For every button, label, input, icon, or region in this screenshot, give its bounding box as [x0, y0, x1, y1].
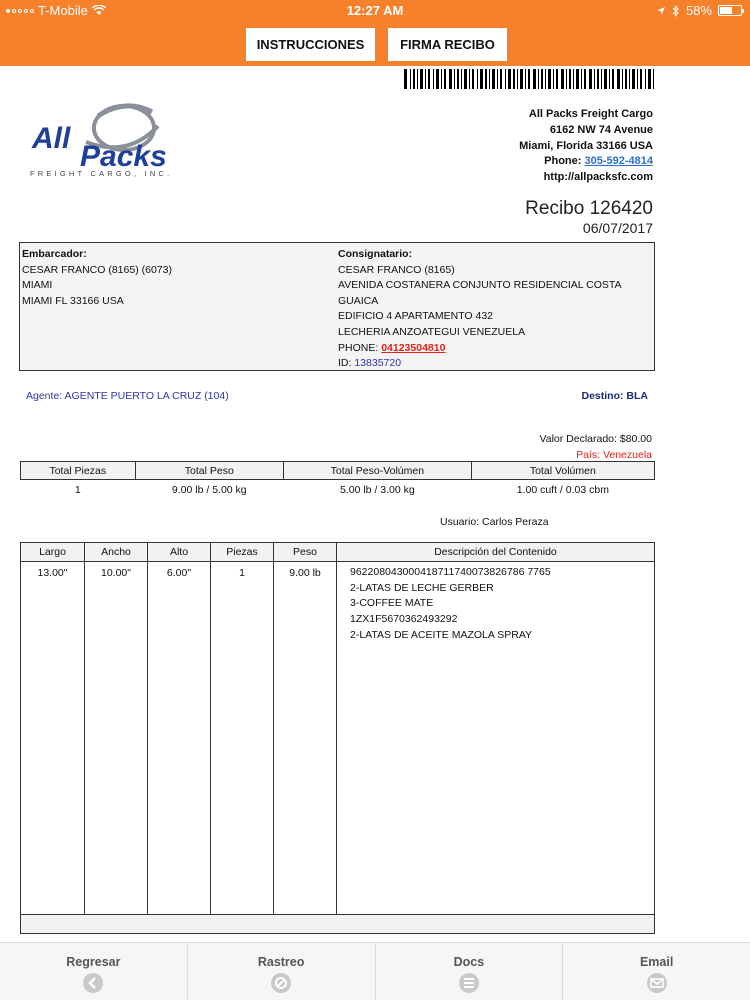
item-piezas: 1	[211, 562, 274, 914]
totals-cell: 1.00 cuft / 0.03 cbm	[516, 483, 609, 496]
top-toolbar	[0, 22, 750, 66]
bluetooth-icon	[672, 5, 680, 17]
description-line: 962208043000418711740073826786 7765	[350, 566, 551, 578]
item-description	[337, 562, 654, 914]
consignee-line2: GUAICA	[338, 294, 379, 307]
location-icon	[656, 6, 666, 16]
tab-label: Rastreo	[257, 955, 305, 969]
company-address1: 6162 NW 74 Avenue	[549, 123, 653, 136]
shipper-header: Embarcador:	[22, 248, 87, 260]
tracking-icon	[271, 973, 291, 993]
consignee-id: ID: 13835720	[338, 357, 402, 370]
items-header: Peso	[274, 543, 337, 561]
consignee-line1: AVENIDA COSTANERA CONJUNTO RESIDENCIAL COSTA	[338, 279, 622, 292]
tab-rastreo[interactable]	[188, 943, 376, 1000]
bottom-tab-bar	[0, 942, 750, 1000]
items-footer	[20, 915, 655, 934]
tab-label: Regresar	[66, 955, 121, 969]
totals-header: Total Peso	[135, 462, 284, 480]
shipper	[22, 247, 172, 309]
consignee-line3: EDIFICIO 4 APARTAMENTO 432	[338, 310, 494, 323]
company-phone-link[interactable]: 305-592-4814	[584, 155, 653, 168]
firma-recibo-button[interactable]: FIRMA RECIBO	[388, 28, 507, 61]
totals-header: Total Piezas	[21, 462, 136, 480]
company-address2: Miami, Florida 33166 USA	[519, 139, 653, 152]
status-bar	[0, 0, 750, 22]
table-row	[21, 562, 654, 914]
tab-label: Docs	[453, 955, 485, 969]
envelope-icon	[647, 973, 667, 993]
totals-table	[20, 461, 655, 500]
receipt-heading	[525, 198, 653, 236]
consignee-line4: LECHERIA ANZOATEGUI VENEZUELA	[338, 325, 526, 338]
agent: Agente: AGENTE PUERTO LA CRUZ (104)	[26, 390, 229, 402]
battery-percent: 58%	[685, 3, 712, 18]
battery-icon	[718, 5, 742, 16]
destination: Destino: BLA	[581, 390, 648, 402]
svg-text:Packs: Packs	[80, 140, 167, 173]
description-line: 2-LATAS DE ACEITE MAZOLA SPRAY	[350, 628, 533, 641]
svg-text:FREIGHT CARGO, INC.: FREIGHT CARGO, INC.	[30, 169, 173, 178]
item-alto: 6.00"	[148, 562, 211, 914]
receipt-date: 06/07/2017	[582, 220, 653, 236]
clock: 12:27 AM	[346, 3, 404, 18]
description-line: 3-COFFEE MATE	[350, 597, 434, 610]
tab-docs[interactable]	[376, 943, 564, 1000]
items-header: Piezas	[211, 543, 274, 561]
consignee-header: Consignatario:	[338, 248, 413, 260]
instrucciones-button[interactable]: INSTRUCCIONES	[246, 28, 375, 61]
description-line: 2-LATAS DE LECHE GERBER	[350, 581, 494, 594]
list-icon	[459, 973, 479, 993]
items-header: Largo	[21, 543, 85, 561]
receipt-title: Recibo 126420	[525, 198, 653, 219]
consignee-phone-link[interactable]: 04123504810	[381, 341, 446, 354]
barcode	[404, 69, 654, 89]
shipper-address: MIAMI FL 33166 USA	[22, 294, 124, 307]
company-name: All Packs Freight Cargo	[528, 108, 653, 120]
carrier-name: T-Mobile	[38, 3, 88, 18]
declared-value: Valor Declarado: $80.00 País: Venezuela	[539, 433, 652, 461]
country: País: Venezuela	[576, 449, 652, 461]
totals-cell: 5.00 lb / 3.00 kg	[340, 483, 415, 496]
svg-text:All: All	[32, 122, 71, 155]
description-line: 1ZX1F5670362493292	[350, 613, 458, 626]
items-header: Descripción del Contenido	[434, 546, 557, 558]
allpacks-logo	[28, 98, 214, 180]
arrow-left-icon	[83, 973, 103, 993]
company-info	[519, 107, 653, 186]
consignee-phone: PHONE: 04123504810	[338, 341, 446, 354]
consignee	[338, 247, 638, 372]
totals-cell: 9.00 lb / 5.00 kg	[171, 483, 247, 496]
tab-email[interactable]	[563, 943, 750, 1000]
shipper-name: CESAR FRANCO (8165) (6073)	[22, 263, 172, 276]
company-phone: Phone: 305-592-4814	[544, 155, 653, 168]
totals-header: Total Volúmen	[471, 462, 654, 480]
items-table	[20, 542, 655, 915]
totals-cell: 1	[74, 483, 81, 496]
consignee-name: CESAR FRANCO (8165)	[338, 263, 455, 276]
tab-label: Email	[639, 955, 674, 969]
user: Usuario: Carlos Peraza	[440, 516, 549, 528]
company-website: http://allpacksfc.com	[543, 171, 653, 184]
party-box	[19, 242, 655, 371]
item-peso: 9.00 lb	[274, 562, 337, 914]
items-header: Ancho	[85, 543, 148, 561]
shipper-city: MIAMI	[22, 279, 53, 292]
tab-regresar[interactable]	[0, 943, 188, 1000]
totals-header: Total Peso-Volúmen	[284, 462, 472, 480]
items-header: Alto	[148, 543, 211, 561]
item-ancho: 10.00"	[85, 562, 148, 914]
item-largo: 13.00"	[21, 562, 85, 914]
